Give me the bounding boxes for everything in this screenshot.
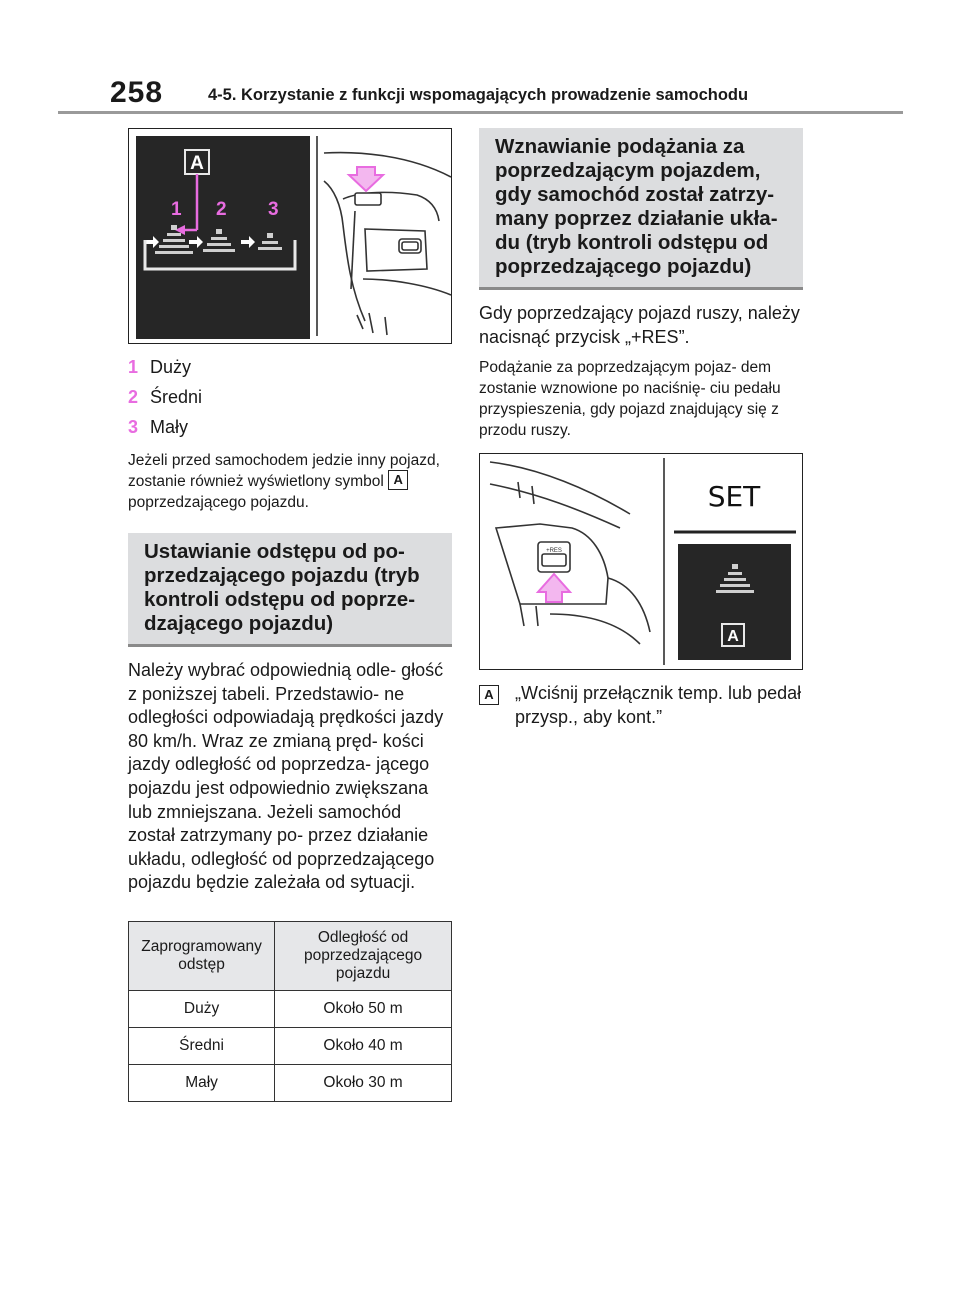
list-item: 2 Średni: [128, 387, 203, 407]
list-item: 1 Duży: [128, 357, 192, 377]
res-button: [542, 554, 566, 566]
table-row: Duży Około 50 m: [129, 990, 452, 1027]
distance-display-illustration: [129, 129, 451, 343]
press-arrow-icon: [349, 167, 383, 191]
callout-a-label: A: [190, 153, 204, 174]
page-number: 258: [110, 76, 164, 109]
preceding-vehicle-note: Jeżeli przed samochodem jedzie inny pojazd, zostanie również wyświetlony symbol A poprzedzającego pojazdu.: [128, 452, 440, 511]
resume-body-text: Gdy poprzedzający pojazd ruszy, należy nacisnąć przycisk „+RES”.: [479, 303, 800, 347]
section-heading-resume: Wznawianie podążania za poprzedzającym pojazdem, gdy samochód został zatrzy- many poprzez działanie ukła- du (tryb kontroli odstępu od poprzedzającego pojazdu): [479, 128, 803, 290]
distance-table: [128, 921, 452, 1102]
steering-wheel-sketch: [324, 153, 451, 335]
res-button-label: +RES: [546, 548, 562, 555]
table-header: Zaprogramowany odstęp: [129, 921, 275, 990]
list-item: 3 Mały: [128, 417, 189, 437]
table-row: Średni Około 40 m: [129, 1027, 452, 1064]
symbol-a-description: „Wciśnij przełącznik temp. lub pedał przysp., aby kont.”: [515, 683, 802, 727]
setting-number-2: 2: [216, 199, 227, 220]
table-header-row: [129, 921, 452, 990]
press-arrow-icon: [538, 574, 570, 602]
symbol-a-legend: [479, 682, 803, 729]
table-row: Mały Około 30 m: [129, 1064, 452, 1101]
page-header: [58, 76, 903, 116]
symbol-a-icon: A: [479, 685, 499, 705]
section-heading: 4-5. Korzystanie z funkcji wspomagających prowadzenie samochodu: [208, 86, 749, 104]
table-header: Odległość od poprzedzającego pojazdu: [275, 921, 452, 990]
left-column: [128, 128, 452, 1102]
right-column: [479, 128, 803, 729]
distance-setting-list: [128, 352, 452, 442]
distance-button: [355, 193, 381, 205]
resume-note: Podążanie za poprzedzającym pojaz- dem zostanie wznowione po naciśnię- ciu pedału przyspieszenia, gdy pojazd znajdujący się z przodu ruszy.: [479, 359, 781, 440]
res-button-illustration: [480, 454, 802, 669]
distance-display-figure: [128, 128, 452, 344]
header-divider: [58, 111, 903, 114]
distance-body-text: Należy wybrać odpowiednią odle- głość z poniższej tabeli. Przedstawio- ne odległości odpowiadają prędkości jazdy 80 km/h. Wraz ze zmianą pręd- kości jazdy odległość od poprzedza- jącego pojazdu jest odpowiednio zwiększana lub zmniejszana. Jeżeli samochód został zatrzymany po- przez działanie układu, odległość od poprzedzającego pojazdu będzie zależała od sytuacji.: [128, 660, 444, 893]
section-heading-distance: Ustawianie odstępu od po- przedzającego pojazdu (tryb kontroli odstępu od poprze- dzającego pojazdu): [128, 533, 452, 647]
set-indicator: SET: [707, 480, 761, 514]
setting-number-3: 3: [268, 199, 279, 220]
symbol-a-icon: A: [388, 470, 408, 490]
symbol-a-label: A: [727, 628, 739, 646]
res-button-figure: [479, 453, 803, 670]
setting-number-1: 1: [171, 199, 182, 220]
